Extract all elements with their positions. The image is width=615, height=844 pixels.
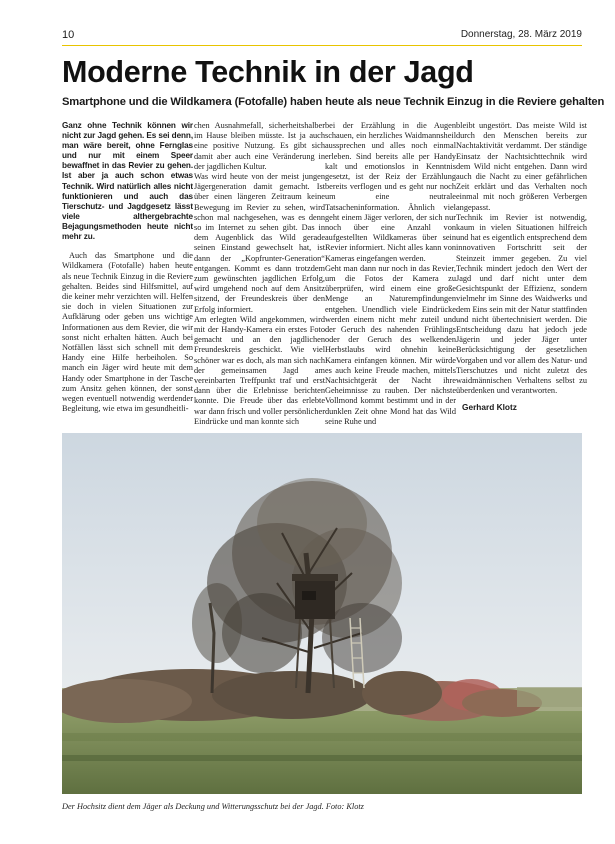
article-paragraph: Geht man dann nur noch in das Revier, um die Fotos der Kamera zu überprüfen, wird einem eine große Menge an Naturempfindungen entgehen. Unendlich viele Eindrücke werden einem nicht mehr zuteil und der Geruch des nahenden Frühlings oder der Geruch des welkenden Herbstlaubs wird ohnehin keine Kamera einfangen können. Mir würde es auch keine Freude machen, mittels Nachtsichtgerät der Nacht ihre Geheimnisse zu rauben. Der nächste Vollmond kommt bestimmt und in der dunklen Zeit ohne Mond hat das Wild seine Ruhe und	[325, 263, 456, 426]
issue-date: Donnerstag, 28. März 2019	[460, 29, 582, 40]
page-header	[62, 28, 582, 46]
photo-caption: Der Hochsitz dient dem Jäger als Deckung und Witterungsschutz bei der Jagd. Foto: Klotz	[62, 802, 364, 811]
article-paragraph: chen Ausnahmefall, sicherheitshalber im Hause bleiben müsste. Ist ja auch eine positive Nutzung. Es gibt sich damit aber auch eine Veränderung in der jagdlichen Kultur.	[194, 121, 325, 171]
article-paragraph: bei der Erzählung in die Augen schauen, ein herzliches Waidmannsheil aussprechen und alles noch einmal erleben. Sind bereits alle per Handy kalt und emotionslos in Kenntnis gesetzt, ist der Reiz der Erzählung bereits verflogen und es geht nur noch um eine neutrale Tatsacheninformation. Ähnlich viel geht einem Jäger verloren, der sich nur noch über eine Anzahl von aufgestellten Wildkameras über sein Revier informiert. Nicht alles kann von Kameras eingefangen werden.	[325, 121, 456, 263]
article-paragraph: bleibt ungestört. Das meiste Wild ist durch den Menschen bereits zur Nachtaktivität verdammt. Der ständige Einsatz der Nachtsichttechnik wird dem Wild nicht entgehen. Dann wird auch die Nacht zu einer gefährlichen Zeit erklärt und das Verhalten noch einmal mit noch größeren Verbergen angepasst.	[456, 121, 587, 212]
page-number: 10	[62, 29, 75, 41]
article-column-3	[325, 121, 456, 427]
article-lead: Ganz ohne Technik können wir nicht zur Jagd gehen. Es sei denn, man wäre bereit, ohne Fernglas und nur mit einem Speer bewaffnet in das Revier zu gehen. Ist aber ja auch schon etwas Technik. Wird natürlich alles nicht funktionieren und auch das Tierschutz- und Jagdgesetz lässt viele althergebrachte Bejagungsmethoden heute nicht mehr zu.	[62, 121, 193, 242]
article-paragraph: Auch das Smartphone und die Wildkamera (Fotofalle) haben heute als neue Technik Einzug in die Reviere gehalten. Beides sind Hilfsmittel, auf die keiner mehr verzichten will. Helfen sie doch in vielen Situationen zur Aufklärung oder geben uns wichtige Informationen aus dem Revier, die wir sonst nicht erhalten hätten. Auch bei Notfällen lässt sich schnell mit dem Handy eine Hilfe herbeiholen. So manch ein Jäger wird heute mit dem Handy oder Smartphone in der Tasche zum Ansitz gehen können, der sonst wegen eventuell notwendig werdender Begleitung, wie etwa im gesundheitli-	[62, 251, 193, 414]
article-column-4	[456, 121, 587, 412]
article-column-1	[62, 121, 193, 414]
article-column-2	[194, 121, 325, 427]
article-paragraph: Was wird heute von der meist jungen Jägergeneration damit gemacht. Ist über einen längeren Zeitraum keine Bewegung im Revier zu sehen, wird schon mal nachgesehen, was es denn so im Internet zu sehen gibt. Das in dem Augenblick das Wild gerade seinen Einstand gewechselt hat, ist dann der „Kopfrunter-Generation“ entgangen. Kommt es dann trotzdem zum gewünschten jagdlichen Erfolg, wird umgehend noch auf dem Ansitz sitzend, der Freundeskreis über den Erfolg informiert.	[194, 172, 325, 314]
article-photo	[62, 433, 582, 794]
article-title: Moderne Technik in der Jagd	[62, 55, 474, 89]
article-paragraph: Technik im Revier ist notwendig, kaum in vielen Situationen hilfreich und hat es eigentlich entsprechend dem innovativen Fortschritt seit der Steinzeit immer gegeben. Zu viel Technik mindert jedoch den Wert der Jagd und darf nicht unter dem Gesichtspunkt der Effizienz, sondern vielmehr im Sinne des Waidwerks und dem Eins sein mit der Natur stattfinden und nicht übertechnisiert werden. Die Entscheidung dazu hat jedoch jede Jägerin und jeder Jäger unter Berücksichtigung der gesetzlichen Vorgaben und vor allem des Natur- und Tierschutzes und nicht zuletzt des waidmännischen Verhaltens selbst zu überdenken und verantworten.	[456, 212, 587, 396]
article-paragraph: Am erlegten Wild angekommen, wird mit der Handy-Kamera ein erstes Foto gemacht und an den jagdlichen Freundeskreis geschickt. Wie viel schöner war es doch, als man sich nach der gemeinsamen Jagd am vereinbarten Treffpunkt traf und erst dann über die Erlebnisse berichten konnte. Die Freude über das erlebte war dann frisch und voller persönlicher Eindrücke und man konnte sich	[194, 314, 325, 426]
article-author: Gerhard Klotz	[462, 402, 517, 413]
article-subtitle: Smartphone und die Wildkamera (Fotofalle) haben heute als neue Technik Einzug in die Reviere gehalten	[62, 96, 605, 108]
hunting-stand-landscape-image	[62, 433, 582, 794]
